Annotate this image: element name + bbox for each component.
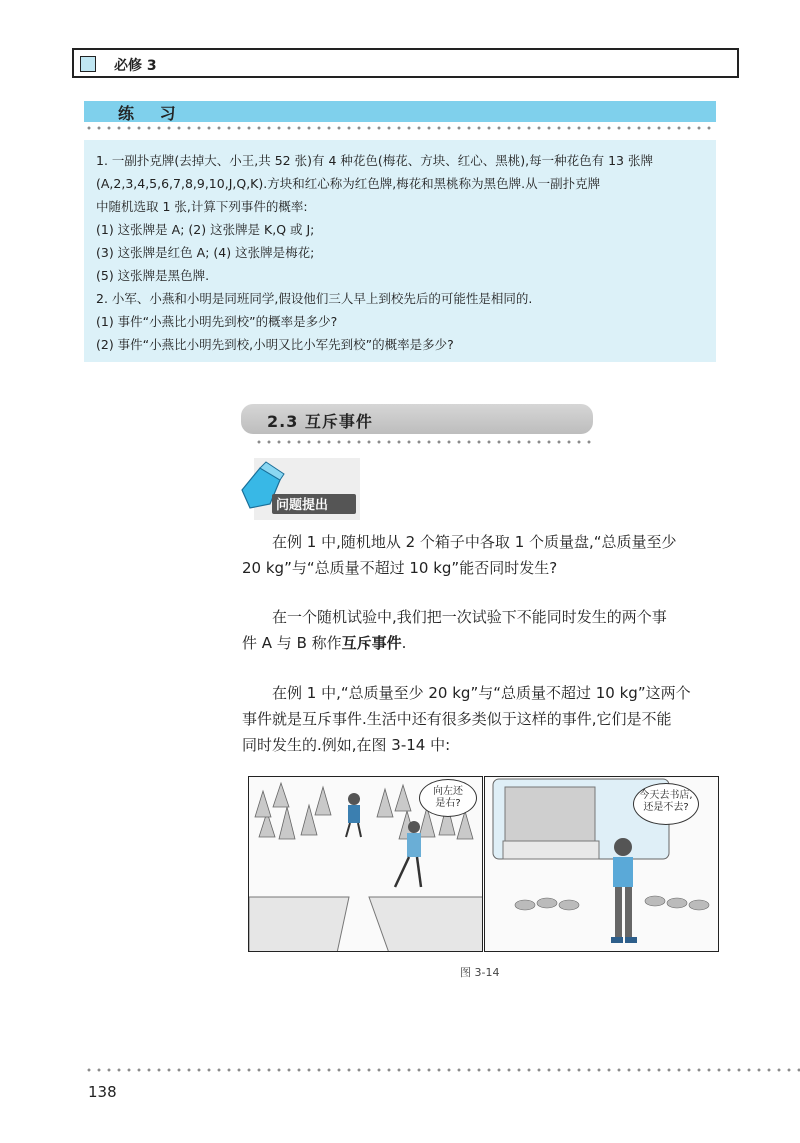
exercise-line: 2. 小军、小燕和小明是同班同学,假设他们三人早上到校先后的可能性是相同的. [96, 291, 533, 306]
text-line [242, 630, 722, 656]
paragraph-1 [242, 529, 722, 581]
term-bold: 互斥事件 [341, 634, 402, 652]
exercise-title-bar [84, 101, 716, 122]
exercise-line: 中随机选取 1 张,计算下列事件的概率: [96, 199, 308, 214]
paragraph-2 [242, 604, 722, 656]
cartoon-bookstore [484, 776, 719, 952]
footer-dotted-divider [84, 1068, 800, 1072]
exercise-box [84, 140, 716, 362]
exercise-title: 练 习 [118, 104, 186, 123]
exercise-line: 1. 一副扑克牌(去掉大、小王,共 52 张)有 4 种花色(梅花、方块、红心、黑桃),每一种花色有 13 张牌 [96, 153, 653, 168]
paragraph-3 [242, 680, 722, 758]
dotted-divider [254, 440, 594, 444]
text-line: 事件就是互斥事件.生活中还有很多类似于这样的事件,它们是不能 [242, 710, 672, 728]
text-line: 在例 1 中,随机地从 2 个箱子中各取 1 个质量盘,“总质量至少 [272, 533, 677, 551]
speech-bubble: 向左还 是右? [419, 779, 477, 817]
exercise-line: (1) 事件“小燕比小明先到校”的概率是多少? [96, 314, 338, 329]
text-fragment: . [401, 634, 407, 652]
exercise-line: (3) 这张牌是红色 A; (4) 这张牌是梅花; [96, 245, 315, 260]
header-bar [72, 48, 739, 78]
text-line: 在例 1 中,“总质量至少 20 kg”与“总质量不超过 10 kg”这两个 [272, 684, 691, 702]
problem-label: 问题提出 [276, 498, 329, 513]
text-line: 20 kg”与“总质量不超过 10 kg”能否同时发生? [242, 559, 558, 577]
text-line: 同时发生的.例如,在图 3-14 中: [242, 736, 451, 754]
page-number: 138 [88, 1083, 117, 1101]
text-fragment: 件 A 与 B 称作 [242, 634, 342, 652]
speech-bubble: 今天去书店, 还是不去? [633, 783, 699, 825]
exercise-line: (1) 这张牌是 A; (2) 这张牌是 K,Q 或 J; [96, 222, 315, 237]
book-title: 必修 3 [114, 58, 157, 74]
exercise-line: (2) 事件“小燕比小明先到校,小明又比小军先到校”的概率是多少? [96, 337, 454, 352]
dotted-divider [84, 126, 716, 130]
section-heading [241, 404, 593, 434]
exercise-line: (5) 这张牌是黑色牌. [96, 268, 210, 283]
cartoon-crossroads [248, 776, 483, 952]
exercise-line: (A,2,3,4,5,6,7,8,9,10,J,Q,K).方块和红心称为红色牌,梅花和黑桃称为黑色牌.从一副扑克牌 [96, 176, 601, 191]
section-title: 2.3 互斥事件 [267, 412, 373, 431]
header-square-icon [80, 56, 96, 72]
text-line: 在一个随机试验中,我们把一次试验下不能同时发生的两个事 [272, 608, 667, 626]
figure-caption: 图 3-14 [460, 966, 500, 979]
